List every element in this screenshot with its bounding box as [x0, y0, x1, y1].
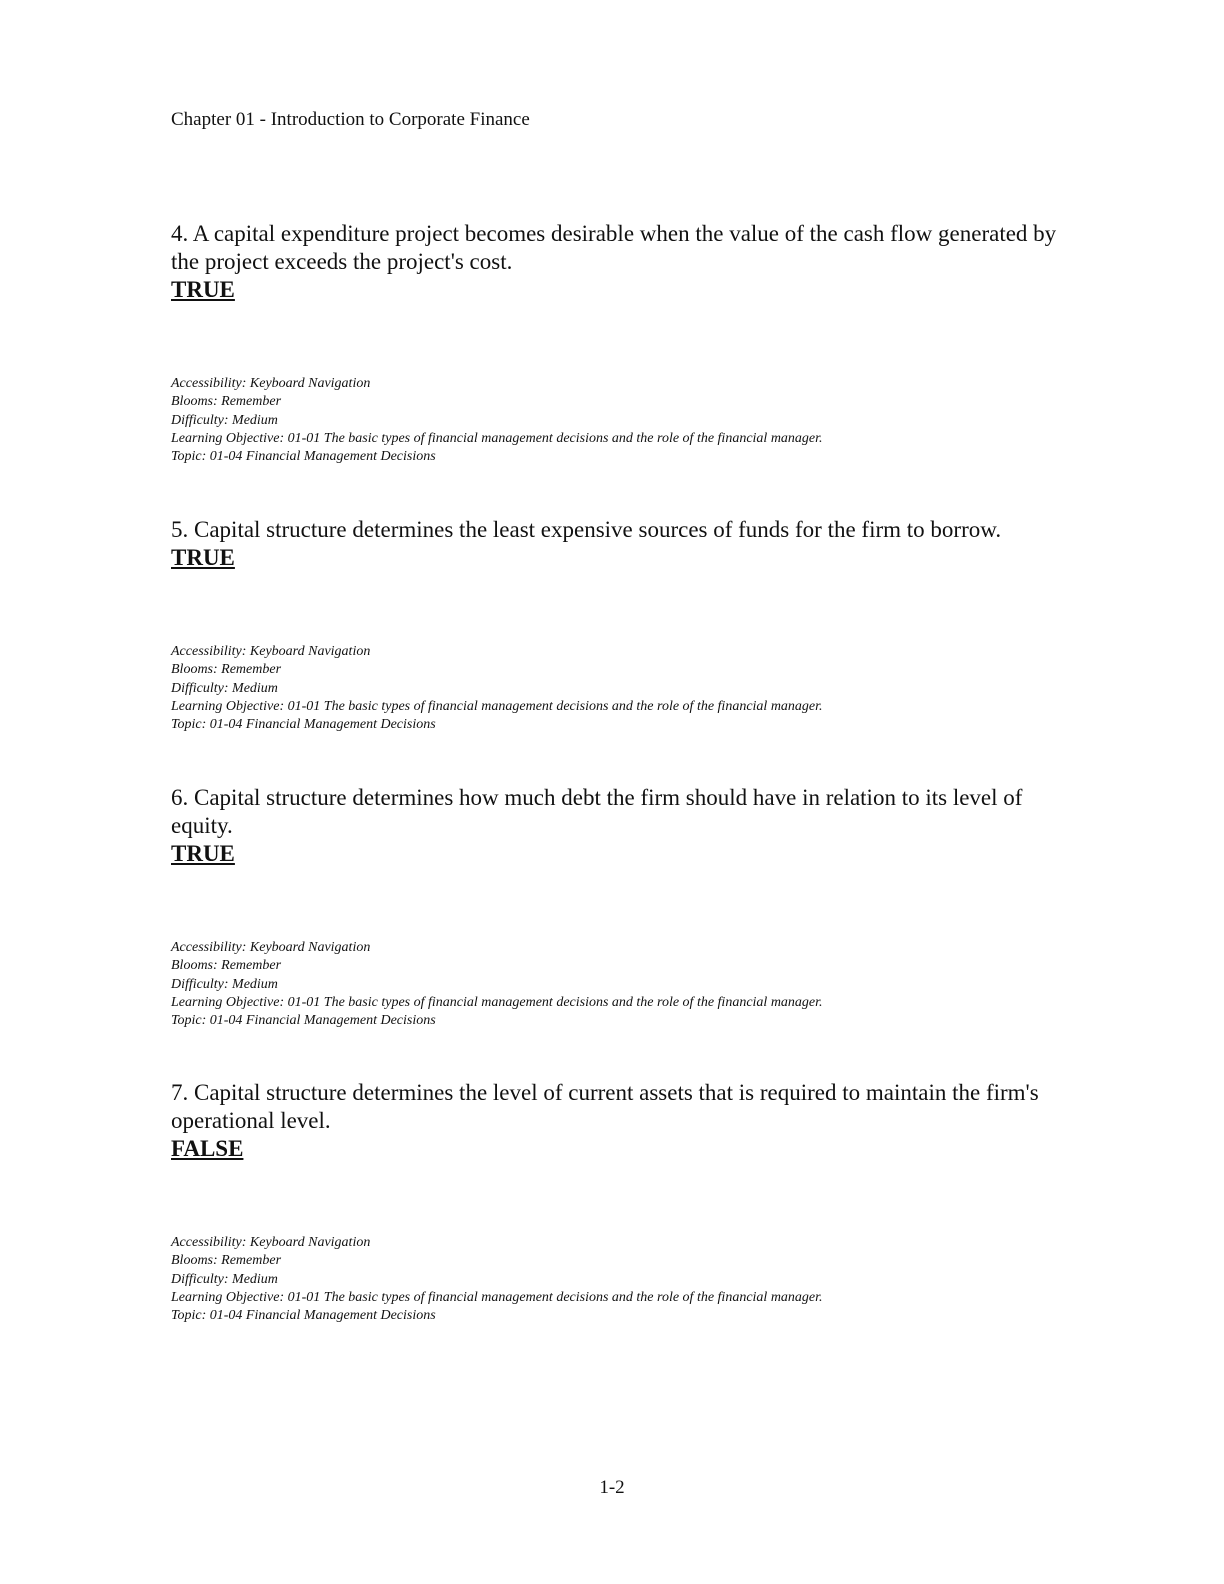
page-number: 1-2	[599, 1477, 625, 1498]
answer-label: FALSE	[171, 1136, 244, 1161]
question-metadata	[171, 1234, 1071, 1325]
meta-topic: Topic: 01-04 Financial Management Decisions	[171, 1013, 436, 1029]
answer-label: TRUE	[171, 277, 235, 302]
meta-difficulty: Difficulty: Medium	[171, 412, 278, 428]
meta-learning-objective: Learning Objective: 01-01 The basic types of financial management decisions and the role of the financial manager.	[171, 994, 823, 1010]
meta-accessibility: Accessibility: Keyboard Navigation	[171, 376, 371, 391]
meta-difficulty: Difficulty: Medium	[171, 976, 278, 992]
question-metadata	[171, 375, 1071, 466]
page-header: Chapter 01 - Introduction to Corporate Finance	[171, 109, 530, 130]
meta-accessibility: Accessibility: Keyboard Navigation	[171, 1235, 371, 1250]
meta-blooms: Blooms: Remember	[171, 958, 282, 974]
meta-blooms: Blooms: Remember	[171, 394, 282, 410]
meta-accessibility: Accessibility: Keyboard Navigation	[171, 940, 371, 955]
question-text: 7. Capital structure determines the level of current assets that is required to maintain the firm's operational level.	[171, 1080, 1039, 1133]
answer-label: TRUE	[171, 841, 235, 866]
question-text: 5. Capital structure determines the least expensive sources of funds for the firm to borrow.	[171, 517, 1002, 542]
question-item	[171, 516, 1071, 572]
question-item	[171, 1079, 1071, 1163]
question-item	[171, 220, 1071, 304]
question-text: 4. A capital expenditure project becomes desirable when the value of the cash flow generated by the project exceeds the project's cost.	[171, 221, 1057, 274]
meta-difficulty: Difficulty: Medium	[171, 1271, 278, 1287]
meta-difficulty: Difficulty: Medium	[171, 680, 278, 696]
meta-accessibility: Accessibility: Keyboard Navigation	[171, 644, 371, 659]
meta-topic: Topic: 01-04 Financial Management Decisions	[171, 717, 436, 733]
question-metadata	[171, 939, 1071, 1030]
meta-learning-objective: Learning Objective: 01-01 The basic types of financial management decisions and the role of the financial manager.	[171, 430, 823, 446]
meta-topic: Topic: 01-04 Financial Management Decisions	[171, 449, 436, 465]
question-text: 6. Capital structure determines how much debt the firm should have in relation to its level of equity.	[171, 785, 1023, 838]
meta-blooms: Blooms: Remember	[171, 662, 282, 678]
answer-label: TRUE	[171, 545, 235, 570]
meta-learning-objective: Learning Objective: 01-01 The basic types of financial management decisions and the role of the financial manager.	[171, 1289, 823, 1305]
question-item	[171, 784, 1071, 868]
meta-learning-objective: Learning Objective: 01-01 The basic types of financial management decisions and the role of the financial manager.	[171, 698, 823, 714]
meta-blooms: Blooms: Remember	[171, 1253, 282, 1269]
meta-topic: Topic: 01-04 Financial Management Decisions	[171, 1308, 436, 1324]
question-metadata	[171, 643, 1071, 734]
